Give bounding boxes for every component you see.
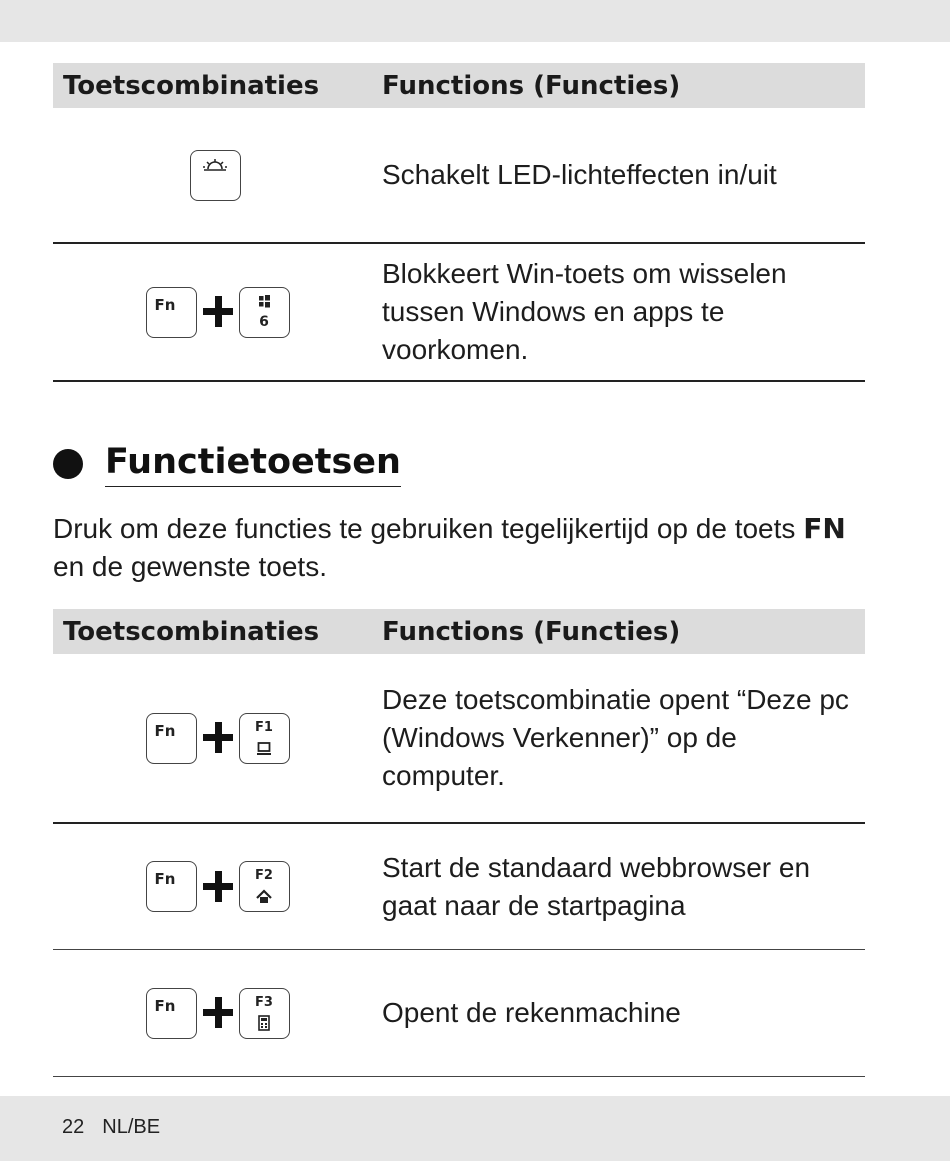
footer — [62, 1116, 178, 1139]
header-key-combinations: Toetscombinaties — [63, 616, 320, 647]
key-combo — [53, 713, 382, 764]
home-icon — [240, 888, 288, 908]
key-table-1 — [53, 63, 865, 382]
fn-key: Fn — [146, 713, 197, 764]
function-description: Deze toetscombinatie opent “Deze pc (Windows Verkenner)” op de computer. — [382, 684, 849, 791]
section-heading — [53, 440, 401, 487]
header-functions: Functions (Functies) — [382, 616, 681, 647]
lock-icon: 6 — [259, 313, 269, 330]
function-description: Schakelt LED-lichteffecten in/uit — [382, 159, 777, 190]
plus-icon — [199, 293, 237, 331]
function-description: Start de standaard webbrowser en gaat naar de startpagina — [382, 851, 811, 921]
intro-paragraph — [53, 510, 873, 586]
function-description: Blokkeert Win-toets om wisselen tussen Windows en apps te voorkomen. — [382, 258, 787, 365]
plus-icon — [199, 868, 237, 906]
top-band — [0, 0, 950, 42]
key-combo — [53, 150, 382, 201]
calculator-icon — [240, 1014, 288, 1036]
table-row — [53, 244, 865, 382]
key-combo — [53, 861, 382, 912]
header-key-combinations: Toetscombinaties — [63, 70, 320, 101]
key-combo — [53, 988, 382, 1039]
intro-bold: FN — [803, 512, 846, 545]
light-key — [190, 150, 241, 201]
table-header — [53, 609, 865, 654]
table-header — [53, 63, 865, 108]
locale-label: NL/BE — [102, 1116, 161, 1138]
fn-key: Fn — [146, 988, 197, 1039]
f3-key: F3 — [239, 988, 290, 1039]
plus-icon — [199, 994, 237, 1032]
section-title: Functietoetsen — [105, 440, 401, 487]
fn-key: Fn — [146, 861, 197, 912]
windows-icon — [240, 290, 288, 316]
f1-key: F1 — [239, 713, 290, 764]
intro-text: Druk om deze functies te gebruiken tegelijkertijd op de toets — [53, 513, 796, 544]
windows-lock-key — [239, 287, 290, 338]
table-row — [53, 108, 865, 244]
bullet-icon — [53, 449, 83, 479]
table-row — [53, 654, 865, 824]
computer-icon — [240, 740, 288, 760]
table-row — [53, 824, 865, 950]
f2-key: F2 — [239, 861, 290, 912]
plus-icon — [199, 719, 237, 757]
fn-key: Fn — [146, 287, 197, 338]
table-row — [53, 950, 865, 1077]
key-combo — [53, 287, 382, 338]
intro-end: en de gewenste toets. — [53, 551, 327, 582]
page-number: 22 — [62, 1116, 85, 1138]
key-table-2 — [53, 609, 865, 1077]
led-light-icon — [191, 151, 239, 199]
header-functions: Functions (Functies) — [382, 70, 681, 101]
function-description: Opent de rekenmachine — [382, 997, 681, 1028]
